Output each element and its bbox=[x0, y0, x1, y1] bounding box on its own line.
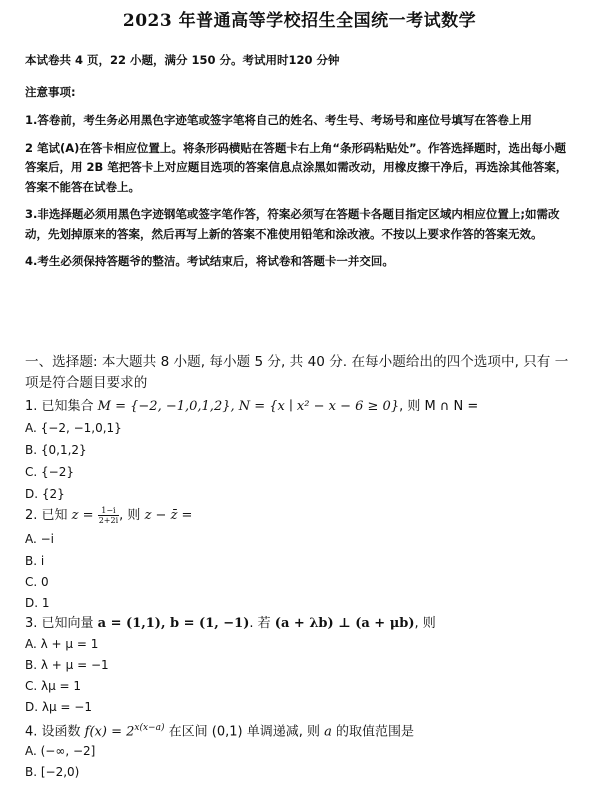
question-4-param: a bbox=[324, 724, 332, 740]
question-3 bbox=[25, 614, 436, 634]
notice-list bbox=[25, 111, 573, 280]
question-1-suffix: , 则 M ∩ N = bbox=[399, 399, 479, 414]
question-2: 2. 已知 z = $\frac{1-i}{2+2i}$ , 则 z − z̄ = bbox=[25, 506, 193, 525]
question-3-prefix: 3. 已知向量 bbox=[25, 616, 98, 631]
question-1-option-a: A. {−2, −1,0,1} bbox=[25, 421, 122, 435]
question-3-option-d: D. λμ = −1 bbox=[25, 700, 92, 714]
question-2-numerator: 1−i bbox=[98, 506, 119, 516]
question-2-denominator: 2+2i bbox=[98, 516, 119, 525]
question-3-suffix: , 则 bbox=[414, 616, 436, 631]
question-3-option-a: A. λ + μ = 1 bbox=[25, 637, 99, 651]
question-4-function: f(x) = 2 bbox=[84, 724, 135, 740]
question-2-fraction bbox=[98, 506, 119, 525]
exam-info: 本试卷共 4 页，22 小题，满分 150 分。考试用时120 分钟 bbox=[25, 53, 340, 67]
section-heading: 一、选择题: 本大题共 8 小题, 每小题 5 分, 共 40 分. 在每小题给出的四个选项中, 只有 一项是符合题目要求的 bbox=[25, 354, 569, 391]
notice-heading: 注意事项: bbox=[25, 85, 76, 99]
question-2-option-d: D. 1 bbox=[25, 596, 50, 610]
question-1-prefix: 1. 已知集合 bbox=[25, 399, 98, 414]
question-4-mid: 在区间 (0,1) 单调递减, 则 bbox=[164, 724, 325, 740]
question-2-math: z − z̄ = bbox=[144, 508, 193, 523]
notice-item-4: 4.考生必须保持答题爷的整洁。考试结束后，将试卷和答题卡一并交回。 bbox=[25, 254, 394, 268]
question-2-prefix: 2. 已知 bbox=[25, 508, 72, 523]
question-4-option-b: B. [−2,0) bbox=[25, 765, 80, 779]
question-4-prefix: 4. 设函数 bbox=[25, 724, 85, 740]
question-4-option-a: A. (−∞, −2] bbox=[25, 744, 96, 758]
question-3-mid: . 若 bbox=[249, 616, 275, 631]
question-1-option-d: D. {2} bbox=[25, 487, 65, 501]
question-3-condition: (a + λb) ⊥ (a + μb) bbox=[274, 616, 415, 631]
notice-item-3: 3.非选择题必须用黑色字迹钢笔或签字笔作答，符案必须写在答题卡各题目指定区域内相应位置上;如需改动，先划掉原来的答案，然后再写上新的答案不准使用铅笔和涂改液。不按以上要求作答的答案无效。 bbox=[25, 207, 560, 241]
question-2-option-b: B. i bbox=[25, 554, 45, 568]
question-2-option-c: C. 0 bbox=[25, 575, 49, 589]
question-1-option-b: B. {0,1,2} bbox=[25, 443, 87, 457]
notice-item-1: 1.答卷前，考生务必用黑色字迹笔或签字笔将自己的姓名、考生号、考场号和座位号填写在答卷上用 bbox=[25, 113, 532, 127]
question-3-option-b: B. λ + μ = −1 bbox=[25, 658, 109, 672]
question-1-option-c: C. {−2} bbox=[25, 465, 74, 479]
question-2-option-a: A. −i bbox=[25, 532, 55, 546]
question-3-vectors: a = (1,1), b = (1, −1) bbox=[97, 616, 250, 631]
question-3-option-c: C. λμ = 1 bbox=[25, 679, 82, 693]
exam-title: 2023 年普通高等学校招生全国统一考试数学 bbox=[122, 11, 477, 31]
question-2-mid: , 则 bbox=[119, 508, 145, 523]
question-1-math: M = {−2, −1,0,1,2}, N = {x ∣ x² − x − 6 ≥ 0} bbox=[97, 399, 400, 414]
notice-item-2: 2 笔试(A)在答卡相应位置上。将条形码横贴在答题卡右上角“条形码粘贴处”。作答选择题时，选出每小题答案后，用 2B 笔把答卡上对应题目选项的答案信息点涂黑如需改动，用橡皮擦干净后，再选涂其他答案，答案不能答在试卷上。 bbox=[25, 140, 568, 194]
question-1 bbox=[25, 397, 478, 417]
question-2-var: z bbox=[71, 508, 79, 523]
question-4 bbox=[25, 718, 414, 742]
question-4-exponent: x(x−a) bbox=[134, 723, 165, 733]
question-4-suffix: 的取值范围是 bbox=[331, 724, 415, 740]
